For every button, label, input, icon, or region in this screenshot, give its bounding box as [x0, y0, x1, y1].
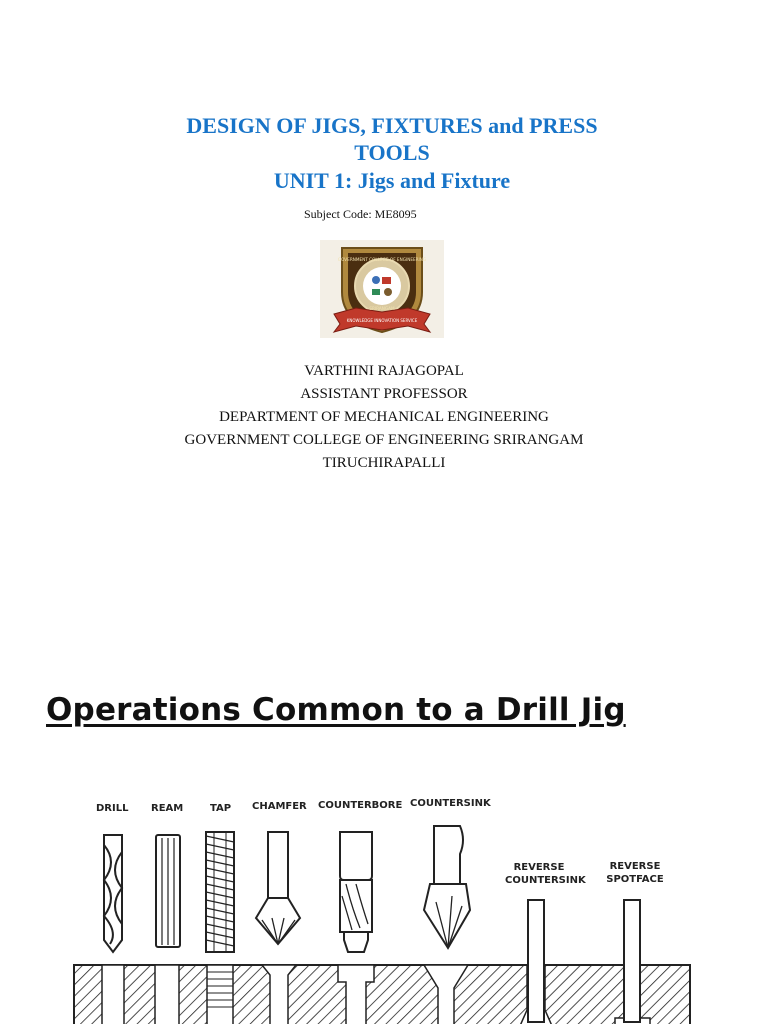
title-line-1: DESIGN OF JIGS, FIXTURES and PRESS — [186, 113, 598, 138]
label-reverse-spotface-line1: REVERSE — [609, 861, 661, 872]
label-reverse-countersink-line2: COUNTERSINK — [505, 875, 586, 886]
drill-jig-diagram — [0, 640, 768, 1024]
logo-bottom-text: SRIRANGAM — [369, 306, 395, 311]
logo-ring-text: GOVERNMENT COLLEGE OF ENGINEERING — [337, 257, 427, 262]
subject-code: Subject Code: ME8095 — [304, 207, 417, 221]
label-countersink: COUNTERSINK — [410, 798, 491, 809]
reverse-countersink-tool — [528, 900, 544, 1022]
label-reverse-countersink-line1: REVERSE — [513, 862, 565, 873]
operations-slide — [0, 640, 768, 1024]
title-line-2: TOOLS — [354, 140, 430, 165]
tap-tool — [206, 832, 234, 952]
author-department: DEPARTMENT OF MECHANICAL ENGINEERING — [219, 409, 549, 425]
label-tap: TAP — [210, 803, 232, 814]
reverse-spotface-tool — [624, 900, 640, 1022]
drill-tool — [104, 835, 122, 952]
label-drill: DRILL — [96, 803, 129, 814]
operations-heading: Operations Common to a Drill Jig — [46, 692, 626, 728]
chamfer-tool — [256, 832, 300, 944]
ream-tool — [156, 835, 180, 947]
countersink-tool — [424, 826, 470, 948]
counterbore-tool — [340, 832, 372, 952]
label-reverse-spotface-line2: SPOTFACE — [606, 874, 664, 885]
label-ream: REAM — [151, 803, 184, 814]
author-city: TIRUCHIRAPALLI — [322, 455, 446, 471]
logo-ribbon-text: KNOWLEDGE INNOVATION SERVICE — [346, 318, 418, 323]
author-name: VARTHINI RAJAGOPAL — [304, 363, 464, 379]
title-line-3: UNIT 1: Jigs and Fixture — [273, 168, 511, 193]
college-logo — [320, 240, 444, 338]
author-designation: ASSISTANT PROFESSOR — [300, 386, 468, 402]
label-chamfer: CHAMFER — [252, 801, 307, 812]
author-college: GOVERNMENT COLLEGE OF ENGINEERING SRIRANGAM — [184, 432, 584, 448]
jig-plate — [74, 965, 690, 1024]
label-counterbore: COUNTERBORE — [318, 800, 403, 811]
